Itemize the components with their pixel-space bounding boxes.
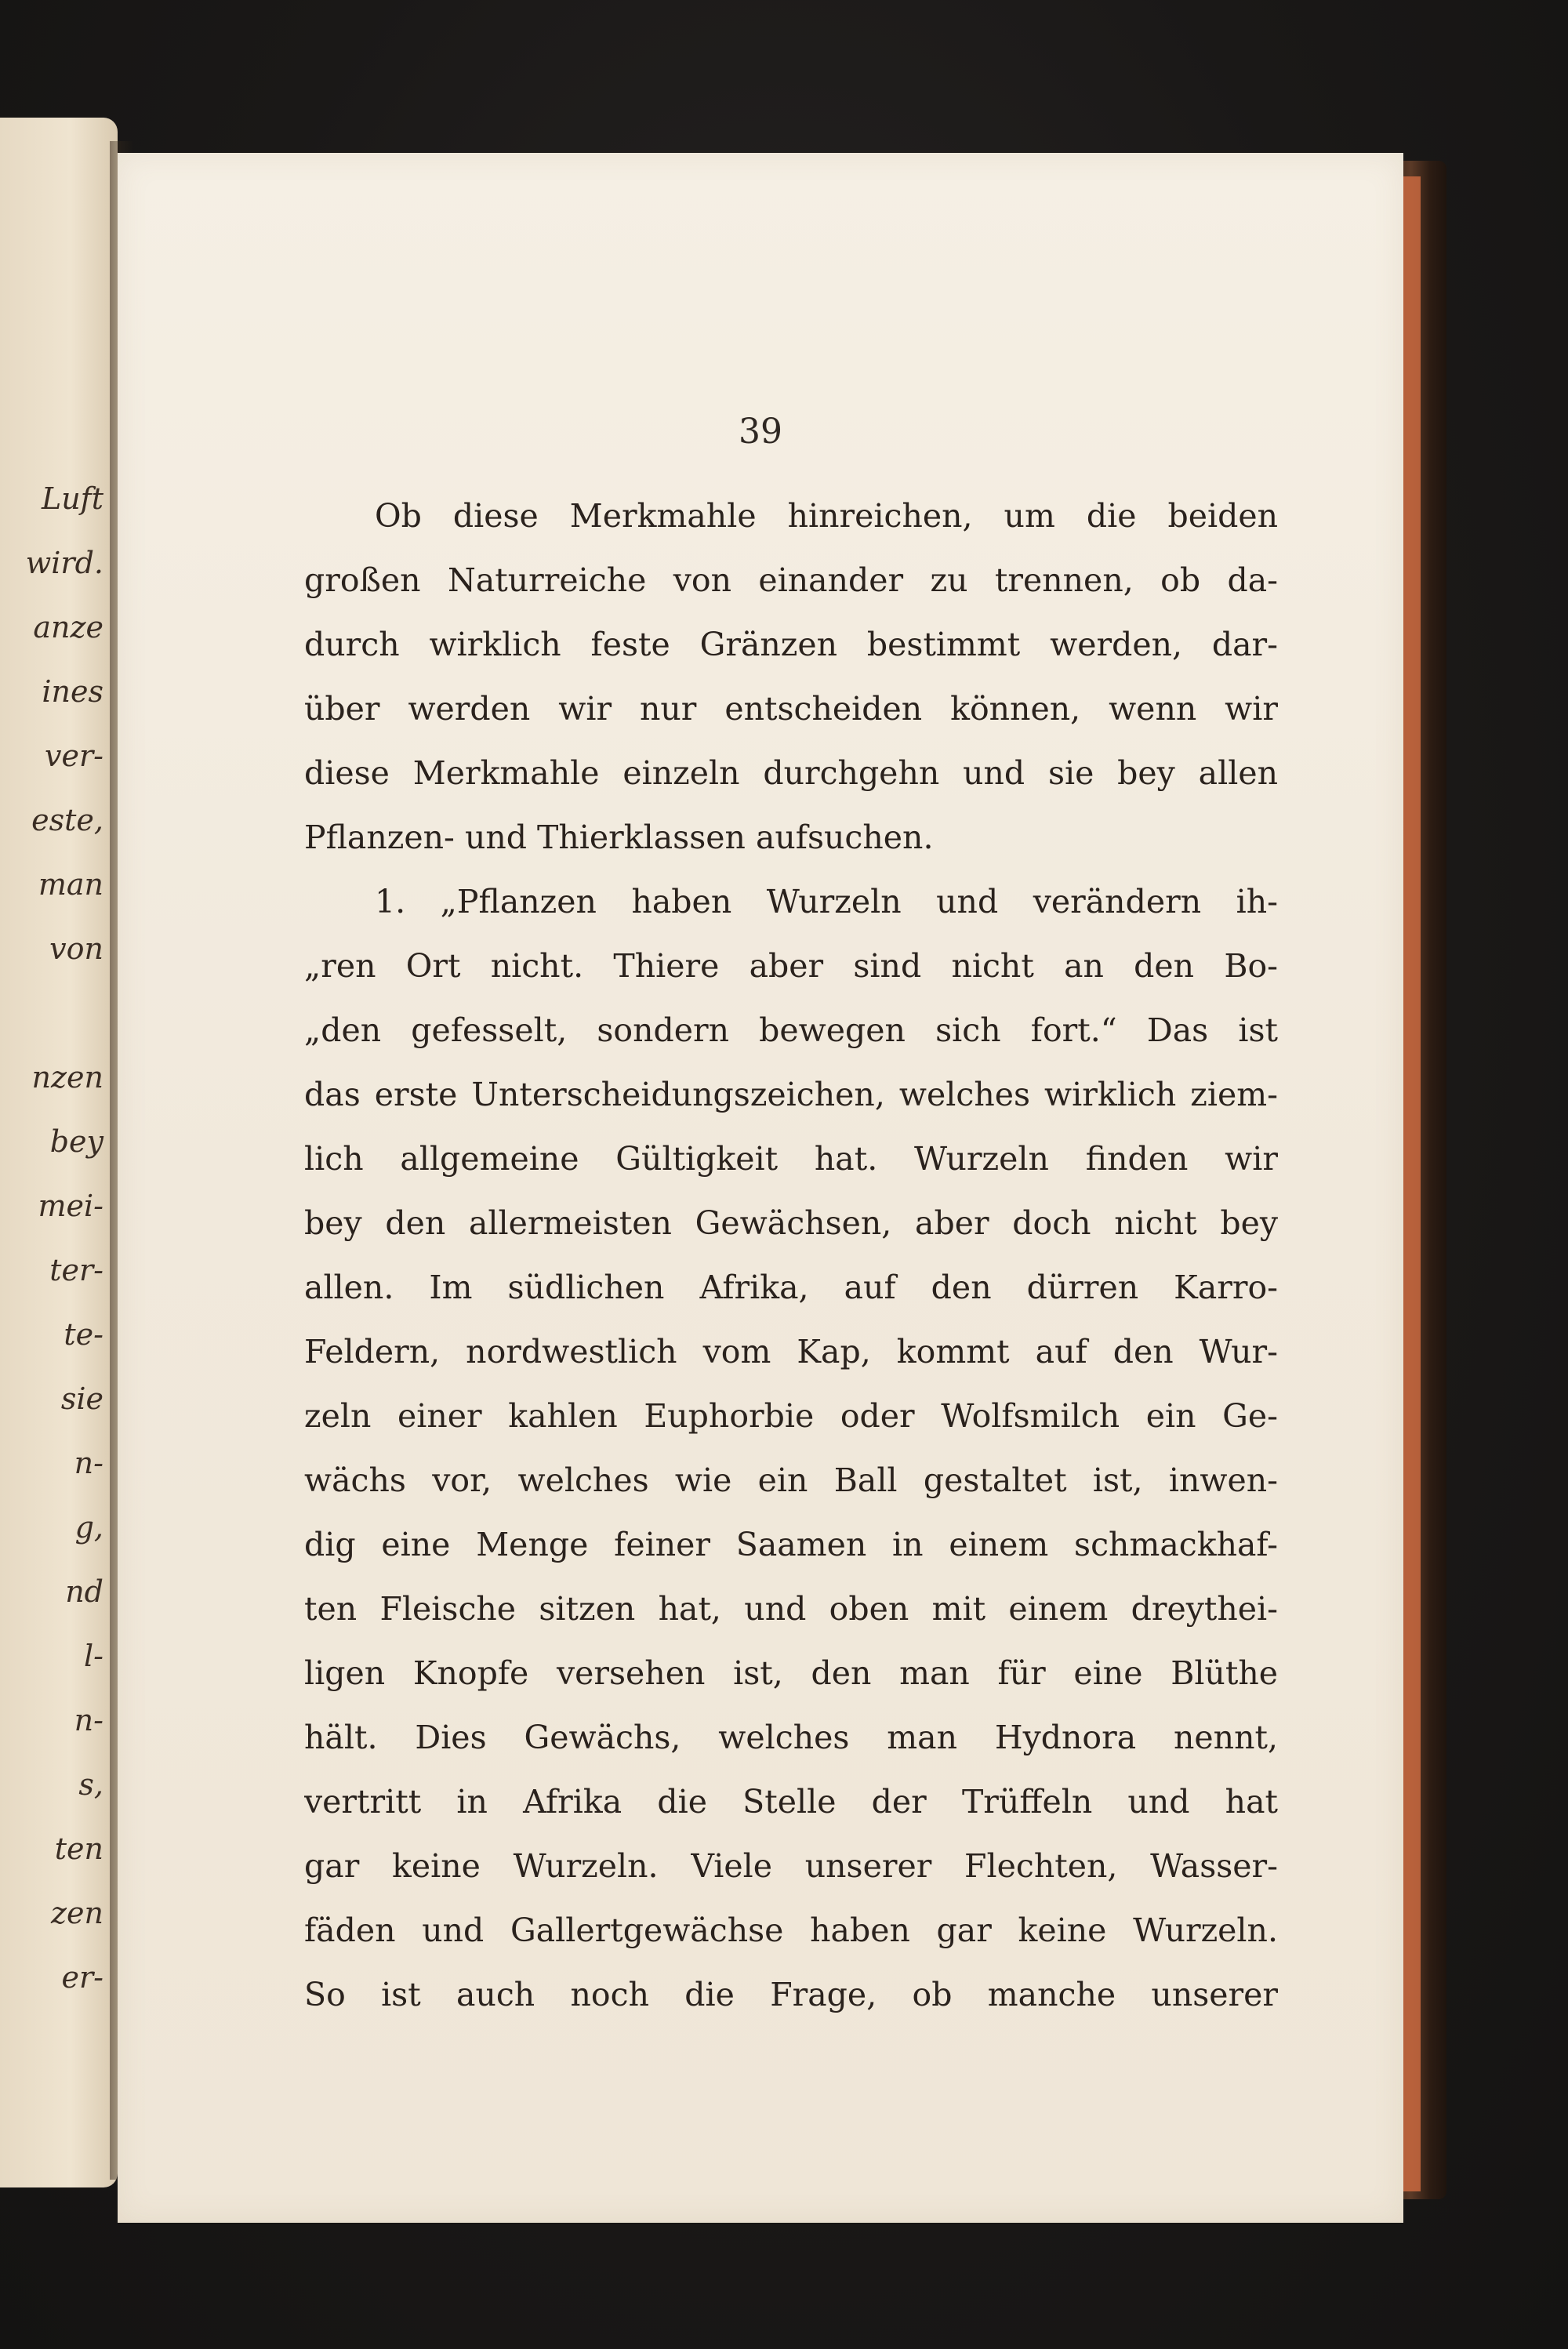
- text-line: Feldern, nordwestlich vom Kap, kommt auf den Wur-: [304, 1333, 1278, 1371]
- text-line: „ren Ort nicht. Thiere aber sind nicht an den Bo-: [304, 947, 1278, 985]
- left-fragment: mei-: [38, 1189, 103, 1223]
- left-page-text-fragments: [26, 467, 103, 2010]
- text-line: zeln einer kahlen Euphorbie oder Wolfsmilch ein Ge-: [304, 1397, 1278, 1435]
- text-line: über werden wir nur entscheiden können, wenn wir: [304, 690, 1278, 728]
- left-fragment: l-: [84, 1639, 103, 1673]
- left-fragment: este,: [31, 803, 103, 837]
- book-page: [118, 153, 1403, 2223]
- left-fragment: [26, 981, 103, 1045]
- left-fragment: zen: [51, 1896, 103, 1930]
- text-line: großen Naturreiche von einander zu trennen, ob da-: [304, 561, 1278, 599]
- left-fragment: anze: [33, 610, 103, 644]
- left-fragment: g,: [74, 1510, 103, 1545]
- text-line: ligen Knopfe versehen ist, den man für eine Blüthe: [304, 1654, 1278, 1692]
- page-number: 39: [739, 412, 782, 452]
- text-line: Ob diese Merkmahle hinreichen, um die beiden: [375, 497, 1278, 535]
- left-facing-page: [0, 118, 118, 2187]
- text-line: „den gefesselt, sondern bewegen sich fort.“ Das ist: [304, 1011, 1278, 1049]
- text-line: dig eine Menge feiner Saamen in einem schmackhaf-: [304, 1526, 1278, 1563]
- text-line: fäden und Gallertgewächse haben gar keine Wurzeln.: [304, 1912, 1278, 1949]
- left-fragment: sie: [60, 1381, 103, 1416]
- left-fragment: n-: [74, 1446, 103, 1480]
- left-fragment: te-: [64, 1317, 103, 1352]
- left-fragment: er-: [61, 1960, 103, 1995]
- text-line: durch wirklich feste Gränzen bestimmt werden, dar-: [304, 626, 1278, 663]
- text-line: wächs vor, welches wie ein Ball gestaltet ist, inwen-: [304, 1461, 1278, 1499]
- text-line: das erste Unterscheidungszeichen, welches wirklich ziem-: [304, 1076, 1278, 1113]
- left-fragment: nd: [65, 1574, 103, 1609]
- text-line: So ist auch noch die Frage, ob manche unserer: [304, 1976, 1278, 2013]
- left-fragment: wird.: [25, 546, 103, 580]
- left-fragment: man: [38, 867, 103, 902]
- text-line: vertritt in Afrika die Stelle der Trüffeln und hat: [304, 1783, 1278, 1821]
- text-line: diese Merkmahle einzeln durchgehn und sie bey allen: [304, 754, 1278, 792]
- book-cover-edge: [1403, 176, 1421, 2191]
- text-line: gar keine Wurzeln. Viele unserer Flechten, Wasser-: [304, 1847, 1278, 1885]
- left-fragment: ter-: [49, 1253, 103, 1287]
- left-fragment: n-: [74, 1703, 103, 1737]
- text-line: bey den allermeisten Gewächsen, aber doch nicht bey: [304, 1204, 1278, 1242]
- left-fragment: s,: [78, 1767, 103, 1802]
- text-line: lich allgemeine Gültigkeit hat. Wurzeln finden wir: [304, 1140, 1278, 1178]
- left-fragment: Luft: [41, 481, 103, 516]
- left-fragment: nzen: [31, 1060, 103, 1095]
- left-fragment: ver-: [45, 739, 103, 773]
- text-line: 1. „Pflanzen haben Wurzeln und verändern ih-: [375, 883, 1278, 920]
- text-line: Pflanzen- und Thierklassen aufsuchen.: [304, 819, 934, 856]
- left-fragment: von: [49, 931, 103, 966]
- left-fragment: ten: [54, 1832, 103, 1866]
- text-line: allen. Im südlichen Afrika, auf den dürren Karro-: [304, 1269, 1278, 1306]
- text-line: ten Fleische sitzen hat, und oben mit einem dreythei-: [304, 1590, 1278, 1628]
- text-line: hält. Dies Gewächs, welches man Hydnora nennt,: [304, 1719, 1278, 1756]
- left-fragment: bey: [49, 1124, 103, 1159]
- page-body-text: [304, 484, 1278, 2027]
- left-fragment: ines: [42, 674, 103, 709]
